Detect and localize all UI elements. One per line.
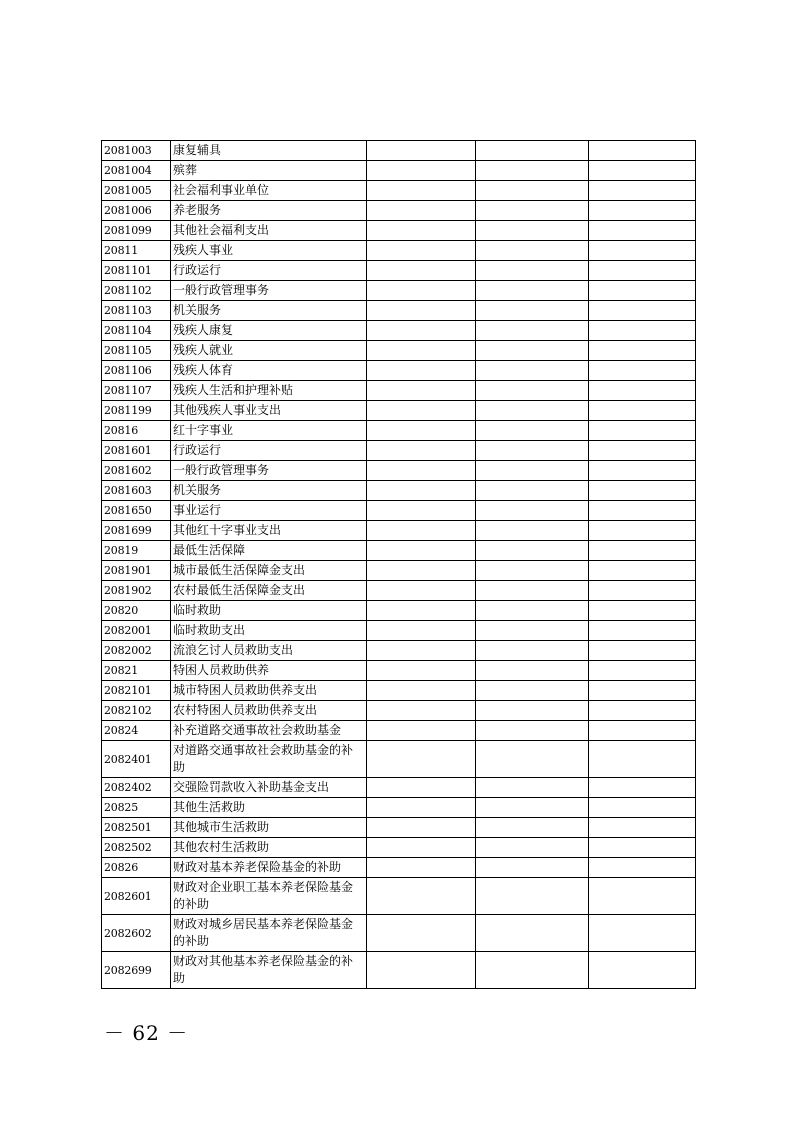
amount-cell <box>589 341 696 361</box>
subject-name-cell: 补充道路交通事故社会救助基金 <box>171 721 367 741</box>
subject-code-cell: 2082502 <box>102 838 171 858</box>
subject-code-cell: 2081601 <box>102 441 171 461</box>
subject-name-cell: 残疾人生活和护理补贴 <box>171 381 367 401</box>
amount-cell <box>476 141 589 161</box>
table-row <box>102 501 696 521</box>
subject-name-cell: 机关服务 <box>171 481 367 501</box>
table-row <box>102 241 696 261</box>
amount-cell <box>589 561 696 581</box>
amount-cell <box>476 778 589 798</box>
subject-code-cell: 20821 <box>102 661 171 681</box>
subject-code-cell: 2081650 <box>102 501 171 521</box>
table-row <box>102 441 696 461</box>
amount-cell <box>367 161 476 181</box>
amount-cell <box>367 621 476 641</box>
amount-cell <box>589 181 696 201</box>
subject-name-cell: 社会福利事业单位 <box>171 181 367 201</box>
amount-cell <box>367 341 476 361</box>
amount-cell <box>367 321 476 341</box>
table-row <box>102 281 696 301</box>
amount-cell <box>589 681 696 701</box>
table-row <box>102 201 696 221</box>
amount-cell <box>367 261 476 281</box>
table-row <box>102 641 696 661</box>
table-row <box>102 481 696 501</box>
subject-code-cell: 2081102 <box>102 281 171 301</box>
table-row <box>102 401 696 421</box>
subject-name-cell: 其他社会福利支出 <box>171 221 367 241</box>
subject-code-cell: 2082699 <box>102 952 171 989</box>
amount-cell <box>589 381 696 401</box>
table-row <box>102 381 696 401</box>
amount-cell <box>476 581 589 601</box>
amount-cell <box>476 541 589 561</box>
amount-cell <box>367 421 476 441</box>
table-row <box>102 161 696 181</box>
amount-cell <box>476 681 589 701</box>
subject-name-cell: 财政对企业职工基本养老保险基金的补助 <box>171 878 367 915</box>
amount-cell <box>589 221 696 241</box>
table-row <box>102 778 696 798</box>
amount-cell <box>589 461 696 481</box>
amount-cell <box>589 641 696 661</box>
table-body <box>102 141 696 989</box>
table-row <box>102 878 696 915</box>
amount-cell <box>367 501 476 521</box>
subject-code-cell: 2081602 <box>102 461 171 481</box>
subject-code-cell: 2081699 <box>102 521 171 541</box>
amount-cell <box>589 778 696 798</box>
subject-code-cell: 2081003 <box>102 141 171 161</box>
amount-cell <box>367 721 476 741</box>
subject-code-cell: 2081105 <box>102 341 171 361</box>
subject-name-cell: 其他残疾人事业支出 <box>171 401 367 421</box>
table-row <box>102 561 696 581</box>
amount-cell <box>589 878 696 915</box>
amount-cell <box>367 701 476 721</box>
subject-code-cell: 20811 <box>102 241 171 261</box>
amount-cell <box>476 241 589 261</box>
table-row <box>102 818 696 838</box>
subject-name-cell: 特困人员救助供养 <box>171 661 367 681</box>
amount-cell <box>589 481 696 501</box>
table-row <box>102 858 696 878</box>
subject-code-cell: 20819 <box>102 541 171 561</box>
amount-cell <box>476 461 589 481</box>
subject-code-cell: 2081603 <box>102 481 171 501</box>
table-row <box>102 181 696 201</box>
subject-code-cell: 20825 <box>102 798 171 818</box>
table-row <box>102 521 696 541</box>
table-row <box>102 261 696 281</box>
amount-cell <box>589 915 696 952</box>
amount-cell <box>476 858 589 878</box>
amount-cell <box>476 401 589 421</box>
amount-cell <box>476 641 589 661</box>
subject-name-cell: 残疾人康复 <box>171 321 367 341</box>
table-row <box>102 341 696 361</box>
amount-cell <box>476 441 589 461</box>
amount-cell <box>367 521 476 541</box>
amount-cell <box>589 721 696 741</box>
subject-name-cell: 财政对基本养老保险基金的补助 <box>171 858 367 878</box>
subject-code-cell: 2082402 <box>102 778 171 798</box>
amount-cell <box>367 481 476 501</box>
table-row <box>102 421 696 441</box>
table-row <box>102 681 696 701</box>
amount-cell <box>367 181 476 201</box>
amount-cell <box>367 241 476 261</box>
amount-cell <box>476 838 589 858</box>
amount-cell <box>367 301 476 321</box>
amount-cell <box>476 721 589 741</box>
amount-cell <box>476 915 589 952</box>
subject-name-cell: 其他城市生活救助 <box>171 818 367 838</box>
subject-name-cell: 交强险罚款收入补助基金支出 <box>171 778 367 798</box>
amount-cell <box>367 361 476 381</box>
amount-cell <box>367 858 476 878</box>
amount-cell <box>589 818 696 838</box>
amount-cell <box>589 601 696 621</box>
amount-cell <box>589 301 696 321</box>
amount-cell <box>476 161 589 181</box>
subject-code-cell: 2082401 <box>102 741 171 778</box>
amount-cell <box>367 381 476 401</box>
amount-cell <box>476 421 589 441</box>
amount-cell <box>367 201 476 221</box>
subject-name-cell: 城市最低生活保障金支出 <box>171 561 367 581</box>
amount-cell <box>589 421 696 441</box>
amount-cell <box>589 581 696 601</box>
subject-name-cell: 残疾人体育 <box>171 361 367 381</box>
amount-cell <box>589 661 696 681</box>
subject-name-cell: 农村最低生活保障金支出 <box>171 581 367 601</box>
amount-cell <box>367 681 476 701</box>
amount-cell <box>367 798 476 818</box>
amount-cell <box>367 818 476 838</box>
amount-cell <box>589 621 696 641</box>
amount-cell <box>476 321 589 341</box>
amount-cell <box>367 601 476 621</box>
table-row <box>102 361 696 381</box>
amount-cell <box>476 741 589 778</box>
amount-cell <box>589 701 696 721</box>
amount-cell <box>476 601 589 621</box>
amount-cell <box>367 915 476 952</box>
subject-name-cell: 其他红十字事业支出 <box>171 521 367 541</box>
subject-code-cell: 2081099 <box>102 221 171 241</box>
subject-code-cell: 2082101 <box>102 681 171 701</box>
amount-cell <box>476 201 589 221</box>
subject-code-cell: 2081004 <box>102 161 171 181</box>
table-row <box>102 952 696 989</box>
subject-name-cell: 康复辅具 <box>171 141 367 161</box>
page-number: － 62 － <box>104 1021 189 1045</box>
subject-code-cell: 20816 <box>102 421 171 441</box>
subject-name-cell: 养老服务 <box>171 201 367 221</box>
table-row <box>102 461 696 481</box>
amount-cell <box>589 281 696 301</box>
subject-code-cell: 2081005 <box>102 181 171 201</box>
subject-name-cell: 最低生活保障 <box>171 541 367 561</box>
table-row <box>102 741 696 778</box>
table-row <box>102 301 696 321</box>
amount-cell <box>589 141 696 161</box>
amount-cell <box>367 461 476 481</box>
amount-cell <box>476 261 589 281</box>
subject-name-cell: 临时救助 <box>171 601 367 621</box>
subject-name-cell: 残疾人事业 <box>171 241 367 261</box>
subject-code-cell: 2081106 <box>102 361 171 381</box>
amount-cell <box>589 241 696 261</box>
amount-cell <box>367 838 476 858</box>
amount-cell <box>589 741 696 778</box>
subject-code-cell: 2082602 <box>102 915 171 952</box>
table-row <box>102 701 696 721</box>
amount-cell <box>589 321 696 341</box>
subject-code-cell: 20824 <box>102 721 171 741</box>
amount-cell <box>476 818 589 838</box>
subject-name-cell: 一般行政管理事务 <box>171 281 367 301</box>
subject-name-cell: 其他农村生活救助 <box>171 838 367 858</box>
subject-name-cell: 流浪乞讨人员救助支出 <box>171 641 367 661</box>
amount-cell <box>589 838 696 858</box>
subject-code-cell: 2081104 <box>102 321 171 341</box>
subject-name-cell: 农村特困人员救助供养支出 <box>171 701 367 721</box>
amount-cell <box>589 501 696 521</box>
amount-cell <box>476 281 589 301</box>
table-row <box>102 661 696 681</box>
amount-cell <box>476 701 589 721</box>
table-row <box>102 581 696 601</box>
amount-cell <box>367 401 476 421</box>
amount-cell <box>589 521 696 541</box>
amount-cell <box>476 501 589 521</box>
subject-code-cell: 2082102 <box>102 701 171 721</box>
subject-name-cell: 财政对其他基本养老保险基金的补助 <box>171 952 367 989</box>
subject-name-cell: 机关服务 <box>171 301 367 321</box>
amount-cell <box>367 281 476 301</box>
table-row <box>102 321 696 341</box>
amount-cell <box>589 261 696 281</box>
subject-code-cell: 2081101 <box>102 261 171 281</box>
subject-code-cell: 2081902 <box>102 581 171 601</box>
amount-cell <box>367 878 476 915</box>
amount-cell <box>367 141 476 161</box>
table-row <box>102 621 696 641</box>
subject-name-cell: 其他生活救助 <box>171 798 367 818</box>
amount-cell <box>589 858 696 878</box>
amount-cell <box>476 952 589 989</box>
subject-code-cell: 20826 <box>102 858 171 878</box>
amount-cell <box>367 581 476 601</box>
amount-cell <box>589 952 696 989</box>
amount-cell <box>589 161 696 181</box>
table-row <box>102 541 696 561</box>
amount-cell <box>476 621 589 641</box>
amount-cell <box>367 561 476 581</box>
subject-name-cell: 一般行政管理事务 <box>171 461 367 481</box>
amount-cell <box>367 441 476 461</box>
subject-code-cell: 2082002 <box>102 641 171 661</box>
subject-code-cell: 2082001 <box>102 621 171 641</box>
subject-code-cell: 2081901 <box>102 561 171 581</box>
amount-cell <box>589 441 696 461</box>
amount-cell <box>367 541 476 561</box>
amount-cell <box>589 361 696 381</box>
subject-name-cell: 对道路交通事故社会救助基金的补助 <box>171 741 367 778</box>
amount-cell <box>476 361 589 381</box>
subject-name-cell: 财政对城乡居民基本养老保险基金的补助 <box>171 915 367 952</box>
table-row <box>102 798 696 818</box>
amount-cell <box>367 741 476 778</box>
amount-cell <box>476 181 589 201</box>
amount-cell <box>367 778 476 798</box>
table-row <box>102 838 696 858</box>
subject-name-cell: 殡葬 <box>171 161 367 181</box>
amount-cell <box>589 401 696 421</box>
subject-code-cell: 2082501 <box>102 818 171 838</box>
subject-code-cell: 20820 <box>102 601 171 621</box>
subject-name-cell: 行政运行 <box>171 441 367 461</box>
subject-name-cell: 行政运行 <box>171 261 367 281</box>
subject-code-cell: 2081006 <box>102 201 171 221</box>
subject-code-cell: 2081107 <box>102 381 171 401</box>
amount-cell <box>367 661 476 681</box>
subject-name-cell: 临时救助支出 <box>171 621 367 641</box>
amount-cell <box>367 221 476 241</box>
table-row <box>102 221 696 241</box>
table-row <box>102 141 696 161</box>
subject-code-cell: 2081199 <box>102 401 171 421</box>
amount-cell <box>589 201 696 221</box>
amount-cell <box>476 798 589 818</box>
subject-name-cell: 残疾人就业 <box>171 341 367 361</box>
amount-cell <box>476 561 589 581</box>
amount-cell <box>589 541 696 561</box>
subject-code-cell: 2081103 <box>102 301 171 321</box>
amount-cell <box>476 381 589 401</box>
subject-name-cell: 城市特困人员救助供养支出 <box>171 681 367 701</box>
amount-cell <box>476 301 589 321</box>
amount-cell <box>476 661 589 681</box>
subject-name-cell: 红十字事业 <box>171 421 367 441</box>
amount-cell <box>476 521 589 541</box>
amount-cell <box>476 221 589 241</box>
amount-cell <box>476 878 589 915</box>
budget-table <box>101 140 696 989</box>
table-row <box>102 721 696 741</box>
amount-cell <box>476 341 589 361</box>
table-row <box>102 915 696 952</box>
subject-code-cell: 2082601 <box>102 878 171 915</box>
amount-cell <box>589 798 696 818</box>
amount-cell <box>367 952 476 989</box>
subject-name-cell: 事业运行 <box>171 501 367 521</box>
table-row <box>102 601 696 621</box>
amount-cell <box>367 641 476 661</box>
amount-cell <box>476 481 589 501</box>
